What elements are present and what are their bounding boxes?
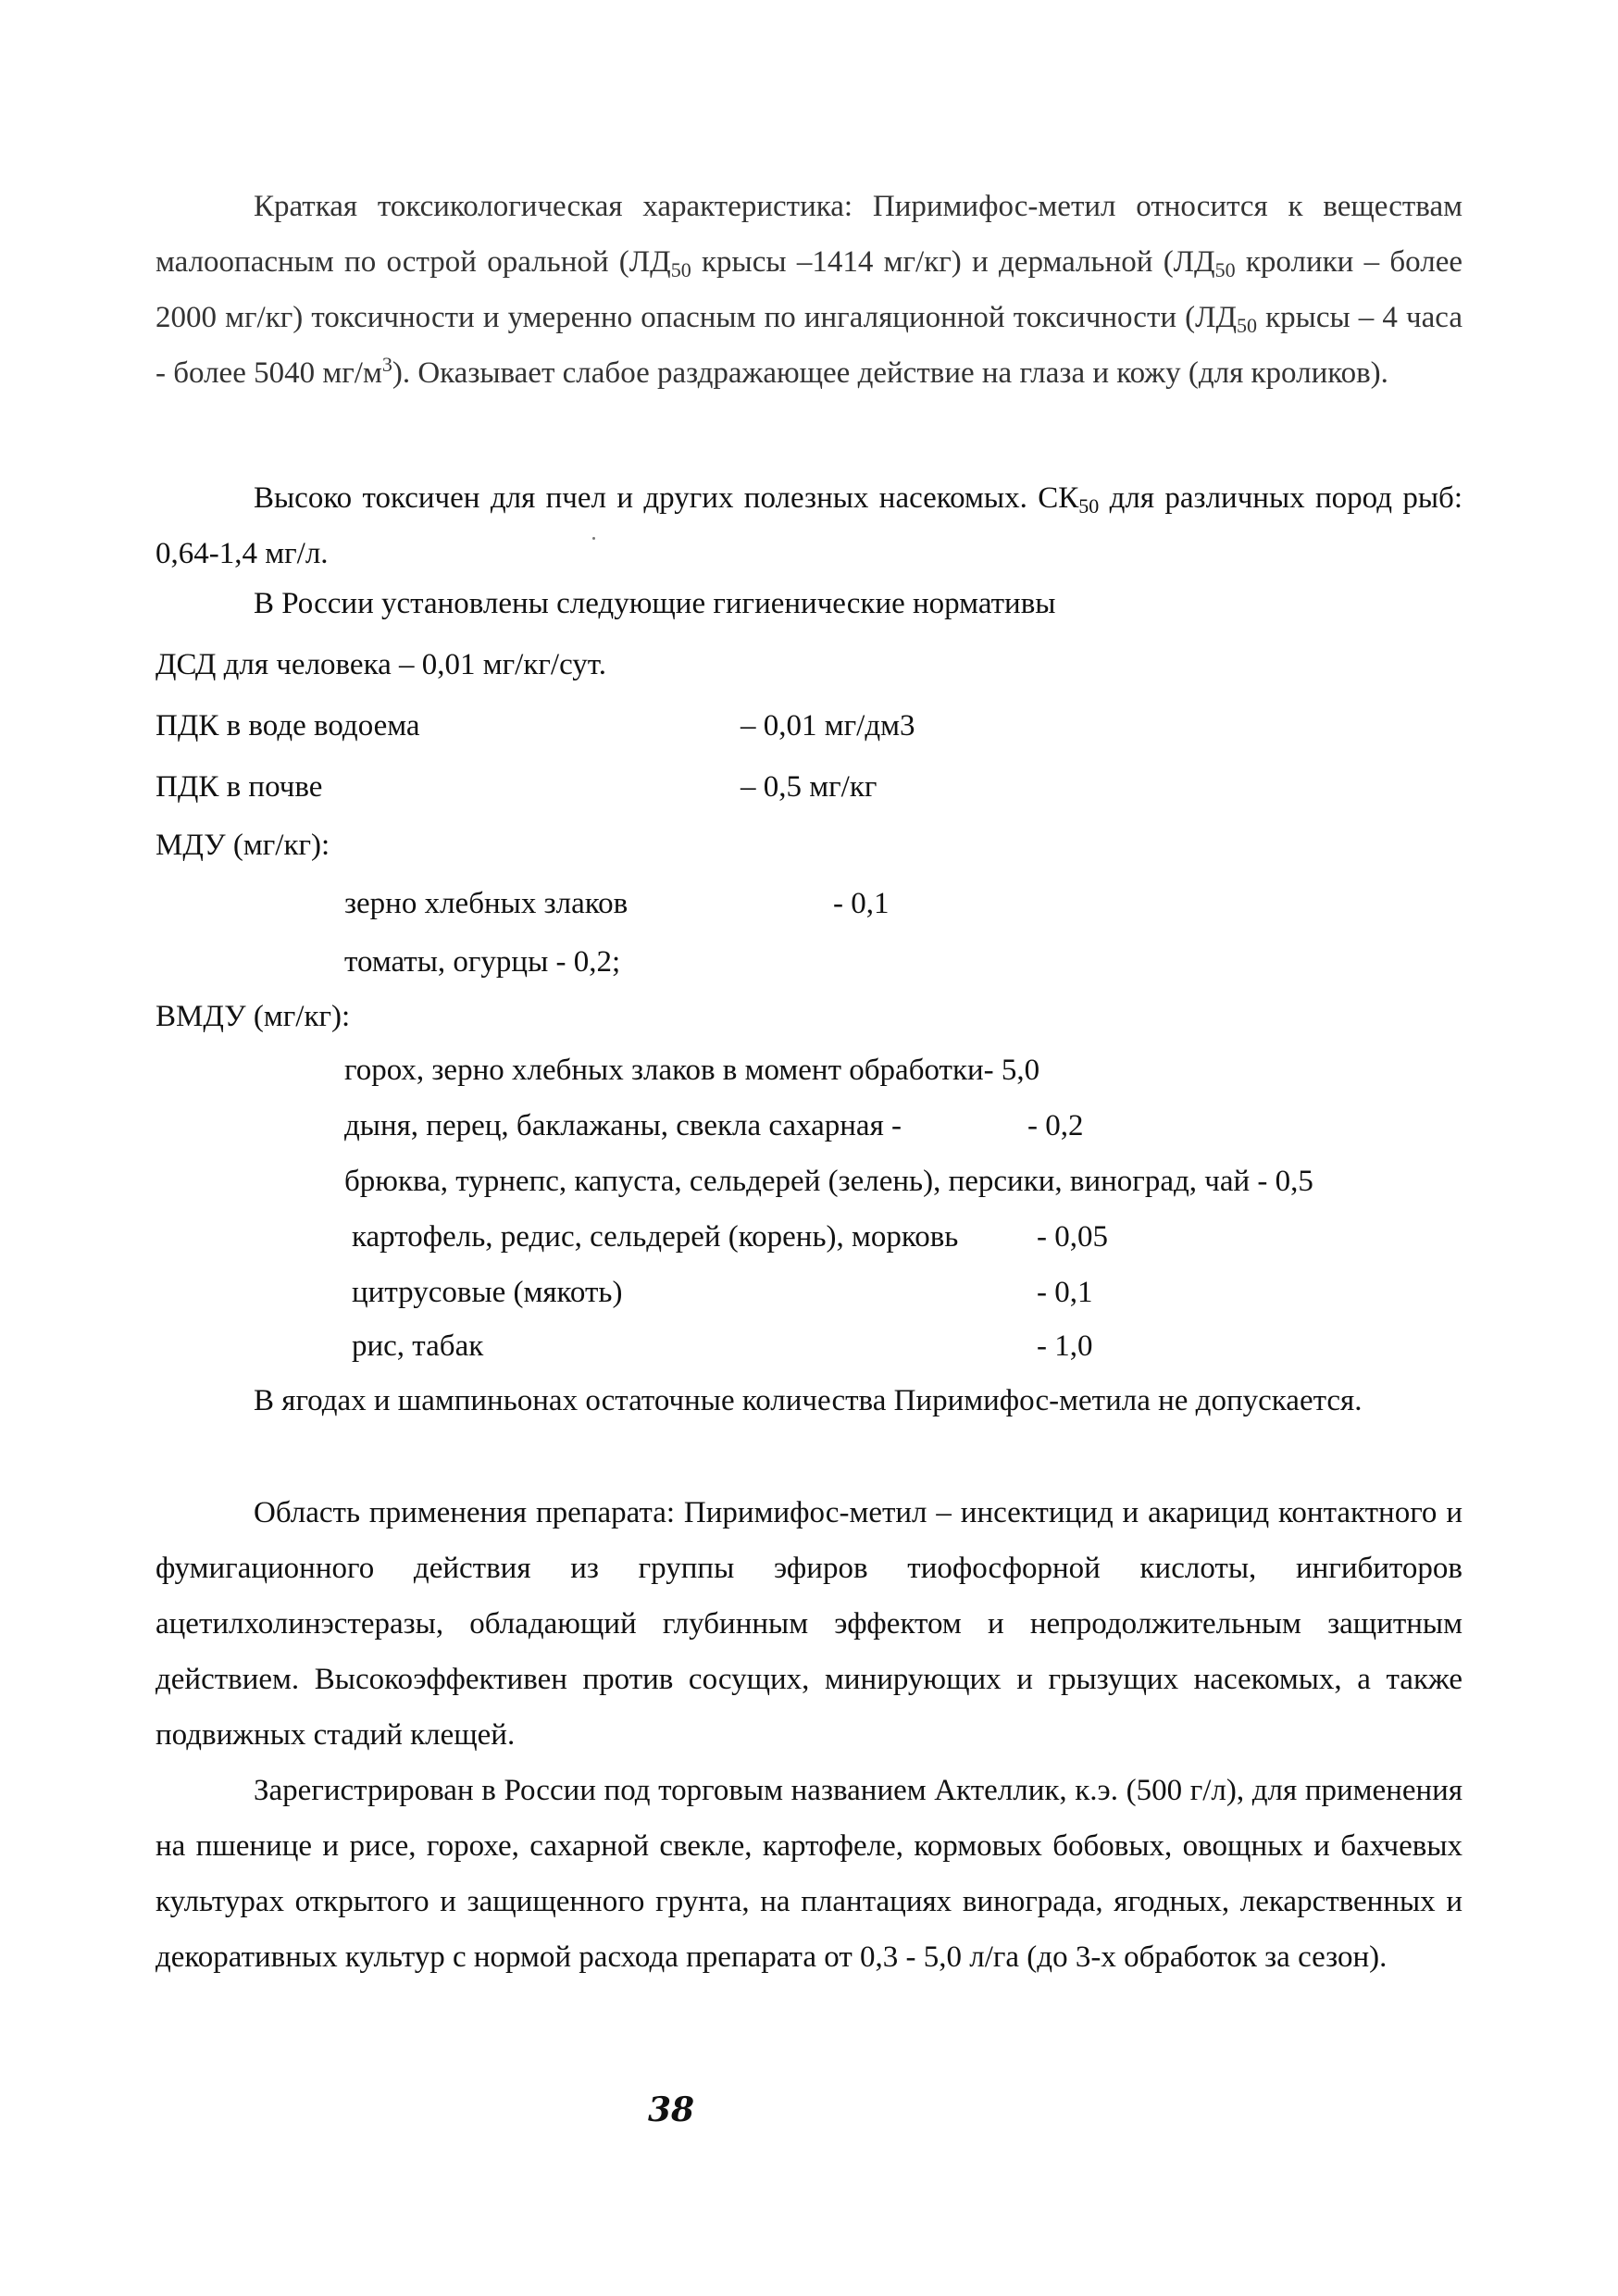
- vmdu-item-value: - 0,2: [1027, 1109, 1084, 1142]
- norms-intro: В России установлены следующие гигиенические нормативы: [254, 587, 1056, 620]
- vmdu-item-label: картофель, редис, сельдерей (корень), морковь: [352, 1220, 959, 1254]
- vmdu-item-value: - 1,0: [1037, 1329, 1093, 1363]
- vmdu-heading: ВМДУ (мг/кг):: [156, 1000, 351, 1033]
- mdu-item-label: зерно хлебных злаков: [344, 887, 629, 920]
- berries-note: В ягодах и шампиньонах остаточные количества Пиримифос-метила не допускается.: [254, 1384, 1363, 1417]
- pdk-soil-value: – 0,5 мг/кг: [741, 770, 877, 804]
- vmdu-item-label: горох, зерно хлебных злаков в момент обработки- 5,0: [344, 1054, 1040, 1087]
- ecotoxicity-paragraph: Высоко токсичен для пчел и других полезных насекомых. $СК_{50}$ для различных пород рыб: 0,64-1,4 мг/л.: [156, 481, 1462, 570]
- application-scope-paragraph: Область применения препарата: Пиримифос-метил – инсектицид и акарицид контактного и фумигационного действия из группы эфиров тиофосфорной кислоты, ингибиторов ацетилхолинэстеразы, обладающий глубинным эффектом и непродолжительным защитным действием. Высокоэффективен против сосущих, минирующих и грызущих насекомых, а также подвижных стадий клещей.: [156, 1496, 1462, 1752]
- page-number: 38: [648, 2090, 695, 2129]
- vmdu-item-value: - 0,1: [1037, 1276, 1093, 1309]
- registration-paragraph: Зарегистрирован в России под торговым названием Актеллик, к.э. (500 г/л), для применения на пшенице и рисе, горохе, сахарной свекле, картофеле, кормовых бобовых, овощных и бахчевых культурах открытого и защищенного грунта, на плантациях винограда, ягодных, лекарственных и декоративных культур с нормой расхода препарата от 0,3 - 5,0 л/га (до 3-х обработок за сезон).: [156, 1774, 1462, 1974]
- vmdu-item-value: - 0,05: [1037, 1220, 1108, 1254]
- pdk-water-value: – 0,01 мг/дм3: [741, 709, 915, 742]
- vmdu-item-label: рис, табак: [352, 1329, 484, 1363]
- vmdu-item-label: цитрусовые (мякоть): [352, 1276, 623, 1309]
- pdk-water-label: ПДК в воде водоема: [156, 709, 420, 742]
- vmdu-item-label: дыня, перец, баклажаны, свекла сахарная -: [344, 1109, 902, 1142]
- scan-speck: [592, 537, 595, 540]
- mdu-item-label: томаты, огурцы - 0,2;: [344, 945, 621, 979]
- vmdu-item-label: брюква, турнепс, капуста, сельдерей (зелень), персики, виноград, чай - 0,5: [344, 1165, 1313, 1198]
- pdk-soil-label: ПДК в почве: [156, 770, 323, 804]
- mdu-heading: МДУ (мг/кг):: [156, 829, 330, 862]
- mdu-item-value: - 0,1: [833, 887, 890, 920]
- dsd-line: ДСД для человека – 0,01 мг/кг/сут.: [156, 648, 606, 681]
- toxicology-paragraph: Краткая токсикологическая характеристика: Пиримифос-метил относится к веществам малоопасным по острой оральной ($ЛД_{50}$ крысы –1414 мг/кг) и дермальной ($ЛД_{50}$ кролики – более 2000 мг/кг) токсичности и умеренно опасным по ингаляционной токсичности ($ЛД_{50}$ крысы – 4 часа - более 5040 $мг/м^3$). Оказывает слабое раздражающее действие на глаза и кожу (для кроликов).: [156, 190, 1463, 390]
